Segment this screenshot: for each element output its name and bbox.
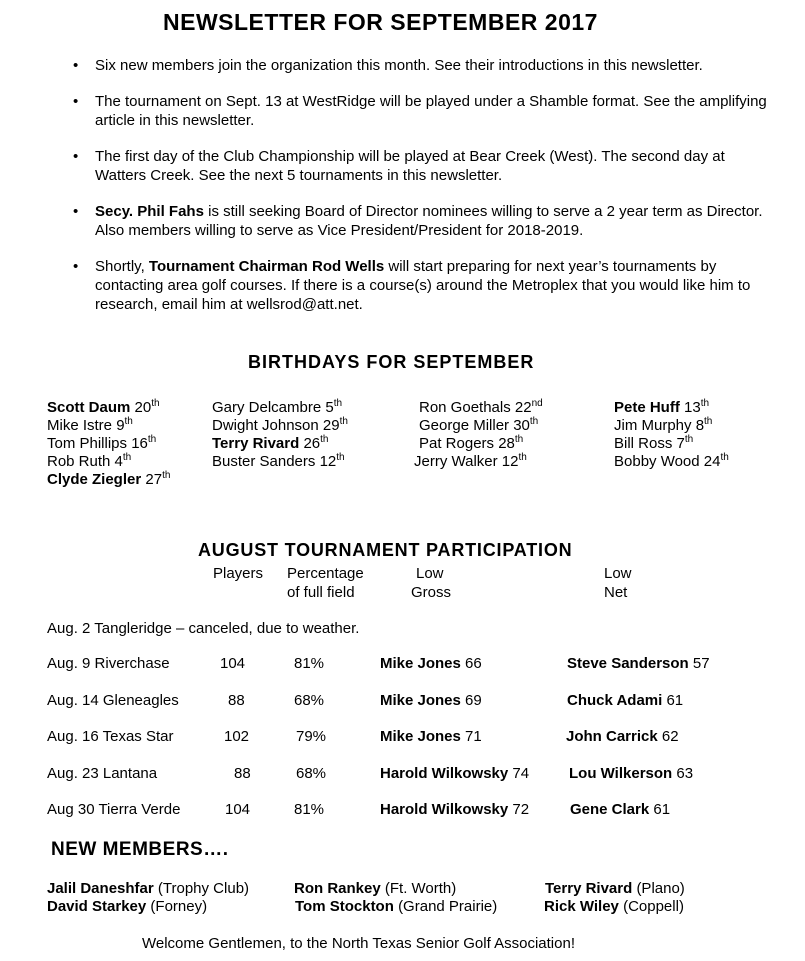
gross-score: 72 [512,801,530,818]
birthday-day: 5 [325,399,334,416]
header-full-field: of full field [287,584,355,601]
birthday-day: 7 [676,435,685,452]
gross-name: Harold Wilkowsky [380,765,509,782]
players-cell: 88 [228,692,245,709]
birthday-entry [47,399,170,417]
gross-score: 66 [465,655,482,672]
birthday-suffix: th [320,434,329,445]
net-cell [570,801,670,818]
new-members-heading: NEW MEMBERS…. [51,839,229,860]
birthday-entry [614,435,729,453]
birthday-day: 24 [703,453,721,470]
birthday-name: Rob Ruth [47,453,111,470]
pct-cell: 81% [294,801,325,818]
players-cell: 104 [220,655,246,672]
member-name: Terry Rivard [545,880,633,897]
member-place: (Ft. Worth) [384,880,457,897]
birthday-day: 27 [145,471,163,488]
gross-score: 69 [465,692,482,709]
header-players: Players [213,565,264,582]
header-low-gross-2: Gross [411,584,452,601]
net-name: Lou Wilkerson [569,765,673,782]
birthday-name: Bill Ross [614,435,673,452]
announcement-text: Shortly, [95,258,149,275]
member-name: David Starkey [47,898,147,915]
event-cell: Aug. 16 Texas Star [47,728,174,745]
pct-cell: 68% [294,692,325,709]
net-score: 62 [661,728,679,745]
birthday-suffix: th [684,434,694,445]
gross-cell [380,801,529,818]
page-title: NEWSLETTER FOR SEPTEMBER 2017 [163,9,598,35]
birthday-suffix: th [162,470,171,481]
gross-name: Mike Jones [380,655,461,672]
announcement-list [73,56,773,333]
member-place: (Forney) [150,898,208,915]
birthday-day: 12 [501,453,519,470]
net-name: John Carrick [566,728,658,745]
birthday-entry [212,453,348,471]
birthdays-heading: BIRTHDAYS FOR SEPTEMBER [248,352,535,372]
announcement-item [73,147,773,185]
birthday-day: 20 [134,399,152,416]
announcement-text: The tournament on Sept. 13 at WestRidge will be played under a Shamble format. See the amplifying article in this newsletter. [95,93,767,129]
member-entry [544,898,684,915]
birthday-day: 22 [514,399,532,416]
birthday-name: Ron Goethals [419,399,511,416]
birthday-name: Tom Phillips [47,435,128,452]
member-name: Ron Rankey [294,880,381,897]
member-name: Jalil Daneshfar [47,880,154,897]
announcement-text: is still seeking Board of Director nominees willing to serve a 2 year term as Director. Also members willing to serve as Vice President/President for 2018-2019. [95,203,763,239]
birthday-suffix: th [151,398,160,409]
gross-name: Harold Wilkowsky [380,801,509,818]
birthday-name: Mike Istre [47,417,113,434]
net-cell [566,728,679,745]
member-entry [295,898,497,915]
birthday-suffix: th [339,416,348,427]
birthday-entry [47,471,170,489]
birthday-suffix: th [700,398,710,409]
birthday-name: Scott Daum [47,399,131,416]
players-cell: 104 [225,801,251,818]
member-entry [545,880,685,897]
event-cell: Aug. 23 Lantana [47,765,158,782]
birthday-day: 13 [684,399,701,416]
member-place: (Plano) [636,880,685,897]
birthday-day: 12 [319,453,337,470]
announcement-text: will start preparing for next year’s tournaments by contacting area golf courses. If there is a course(s) around the Metroplex that you would like him to research, email him at wellsrod@att.net. [95,258,751,313]
birthday-day: 30 [513,417,530,434]
gross-cell [380,765,529,782]
announcement-bold: Tournament Chairman Rod Wells [148,258,385,275]
net-name: Gene Clark [570,801,650,818]
birthday-suffix: nd [531,398,543,409]
gross-name: Mike Jones [380,692,461,709]
header-low-net-1: Low [604,565,632,582]
gross-score: 71 [465,728,482,745]
birthday-suffix: th [518,452,527,463]
gross-score: 74 [512,765,530,782]
header-low-gross-1: Low [416,565,444,582]
birthday-column [414,398,543,471]
gross-cell [380,728,482,745]
birthday-suffix: th [147,434,157,445]
member-entry [294,880,456,897]
net-score: 63 [676,765,694,782]
birthday-name: Jim Murphy [614,417,692,434]
net-score: 57 [692,655,710,672]
announcement-item [73,56,773,75]
birthday-entry [419,417,543,435]
announcement-text: Six new members join the organization this month. See their introductions in this newsletter. [95,57,703,74]
net-cell [567,655,710,672]
birthday-suffix: th [336,452,345,463]
announcement-bold: Secy. Phil Fahs [95,203,204,220]
birthday-day: 28 [498,435,515,452]
canceled-note: Aug. 2 Tangleridge – canceled, due to weather. [47,620,360,637]
announcement-item [73,92,773,130]
member-name: Rick Wiley [544,898,619,915]
birthday-name: Jerry Walker [414,453,498,470]
birthday-column [212,399,348,471]
birthday-name: Pat Rogers [419,435,495,452]
birthday-suffix: th [514,434,524,445]
net-score: 61 [666,692,684,709]
birthday-name: Pete Huff [614,399,680,416]
member-entry [47,880,249,897]
header-low-net-2: Net [604,584,628,601]
announcement-item [73,257,773,314]
birthday-column [47,399,170,489]
birthday-entry [47,417,170,435]
birthday-suffix: th [704,416,713,427]
member-place: (Grand Prairie) [398,898,498,915]
gross-cell [380,692,482,709]
birthday-day: 26 [303,435,321,452]
birthday-day: 9 [116,417,125,434]
birthday-day: 8 [695,417,705,434]
birthday-entry [614,399,729,417]
event-cell: Aug. 9 Riverchase [47,655,170,672]
birthday-name: George Miller [419,417,510,434]
players-cell: 88 [234,765,251,782]
birthday-name: Gary Delcambre [212,399,322,416]
birthday-name: Dwight Johnson [212,417,319,434]
welcome-message: Welcome Gentlemen, to the North Texas Senior Golf Association! [142,935,575,952]
member-entry [47,898,207,915]
tournament-heading: AUGUST TOURNAMENT PARTICIPATION [198,540,573,560]
gross-name: Mike Jones [380,728,461,745]
birthday-name: Clyde Ziegler [47,471,142,488]
birthday-name: Terry Rivard [212,435,300,452]
birthday-day: 4 [114,453,123,470]
players-cell: 102 [224,728,250,745]
net-score: 61 [653,801,671,818]
birthday-entry [419,399,543,417]
pct-cell: 68% [296,765,327,782]
birthday-entry [47,453,170,471]
net-name: Chuck Adami [567,692,663,709]
birthday-suffix: th [720,452,729,463]
pct-cell: 81% [294,655,325,672]
birthday-entry [212,417,348,435]
birthday-column [614,399,729,471]
member-place: (Trophy Club) [157,880,250,897]
gross-cell [380,655,482,672]
birthday-entry [614,453,729,471]
net-name: Steve Sanderson [567,655,689,672]
birthday-entry [414,453,543,471]
birthday-name: Bobby Wood [614,453,700,470]
birthday-entry [212,399,348,417]
net-cell [567,692,683,709]
birthday-entry [47,435,170,453]
birthday-name: Buster Sanders [212,453,316,470]
member-place: (Coppell) [623,898,684,915]
birthday-entry [614,417,729,435]
event-cell: Aug. 14 Gleneagles [47,692,179,709]
birthday-suffix: th [333,398,343,409]
birthday-entry [212,435,348,453]
birthday-suffix: th [122,452,132,463]
net-cell [569,765,693,782]
header-percentage: Percentage [287,565,364,582]
birthday-day: 16 [131,435,148,452]
birthday-suffix: th [529,416,539,427]
announcement-item [73,202,773,240]
birthday-entry [419,435,543,453]
event-cell: Aug 30 Tierra Verde [47,801,181,818]
birthday-day: 29 [322,417,340,434]
pct-cell: 79% [296,728,327,745]
member-name: Tom Stockton [295,898,394,915]
birthday-suffix: th [124,416,133,427]
announcement-text: The first day of the Club Championship will be played at Bear Creek (West). The second day at Watters Creek. See the next 5 tournaments in this newsletter. [95,148,725,184]
